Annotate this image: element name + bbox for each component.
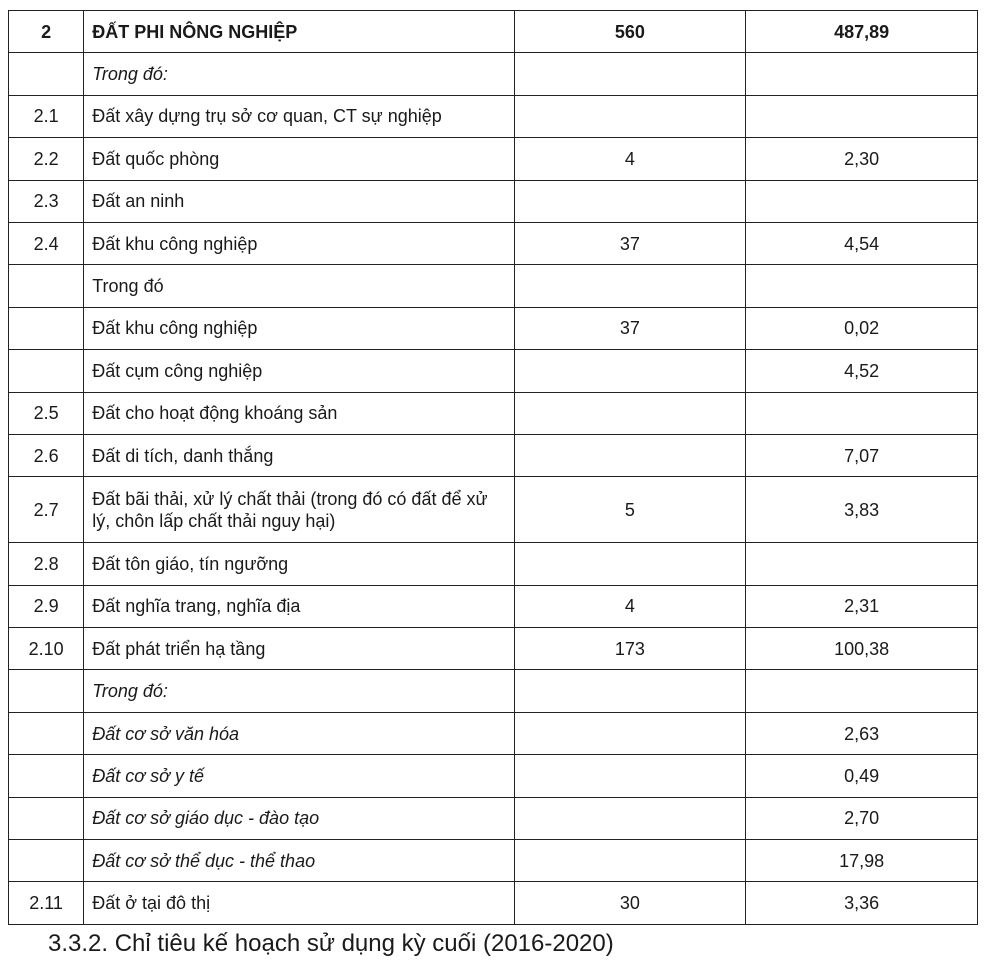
table-row bbox=[9, 53, 978, 95]
value-a-cell bbox=[514, 712, 746, 754]
land-type-cell: Đất nghĩa trang, nghĩa địa bbox=[84, 585, 514, 627]
value-b-cell bbox=[746, 670, 978, 712]
land-type-cell: Trong đó bbox=[84, 265, 514, 307]
land-type-cell: Đất tôn giáo, tín ngưỡng bbox=[84, 543, 514, 585]
row-number-cell: 2.10 bbox=[9, 628, 84, 670]
value-a-cell: 4 bbox=[514, 138, 746, 180]
land-type-cell: Đất cơ sở y tế bbox=[84, 755, 514, 797]
table-row bbox=[9, 628, 978, 670]
value-a-cell: 5 bbox=[514, 477, 746, 543]
value-b-cell: 2,30 bbox=[746, 138, 978, 180]
value-a-cell bbox=[514, 434, 746, 476]
land-type-cell: Đất bãi thải, xử lý chất thải (trong đó có đất để xử lý, chôn lấp chất thải nguy hại) bbox=[84, 477, 514, 543]
value-a-cell bbox=[514, 180, 746, 222]
table-row bbox=[9, 543, 978, 585]
row-number-cell: 2.4 bbox=[9, 222, 84, 264]
table-row bbox=[9, 11, 978, 53]
table-row bbox=[9, 670, 978, 712]
value-a-cell: 30 bbox=[514, 882, 746, 924]
value-a-cell bbox=[514, 670, 746, 712]
table-row bbox=[9, 350, 978, 392]
row-number-cell bbox=[9, 712, 84, 754]
value-a-cell bbox=[514, 53, 746, 95]
table-row bbox=[9, 477, 978, 543]
value-b-cell bbox=[746, 392, 978, 434]
table-row bbox=[9, 712, 978, 754]
table-row bbox=[9, 180, 978, 222]
value-b-cell bbox=[746, 53, 978, 95]
table-row bbox=[9, 840, 978, 882]
value-a-cell bbox=[514, 543, 746, 585]
value-a-cell bbox=[514, 350, 746, 392]
land-type-cell: Đất di tích, danh thắng bbox=[84, 434, 514, 476]
row-number-cell: 2.2 bbox=[9, 138, 84, 180]
value-a-cell bbox=[514, 95, 746, 137]
land-type-cell: Đất an ninh bbox=[84, 180, 514, 222]
land-type-cell: Đất cho hoạt động khoáng sản bbox=[84, 392, 514, 434]
land-type-cell: Đất khu công nghiệp bbox=[84, 307, 514, 349]
land-type-cell: Đất cơ sở thể dục - thể thao bbox=[84, 840, 514, 882]
table-row bbox=[9, 222, 978, 264]
value-b-cell: 100,38 bbox=[746, 628, 978, 670]
value-b-cell bbox=[746, 180, 978, 222]
land-type-cell: Đất ở tại đô thị bbox=[84, 882, 514, 924]
value-a-cell bbox=[514, 840, 746, 882]
land-type-cell: Trong đó: bbox=[84, 670, 514, 712]
value-b-cell: 2,70 bbox=[746, 797, 978, 839]
land-type-cell: ĐẤT PHI NÔNG NGHIỆP bbox=[84, 11, 514, 53]
value-b-cell: 4,52 bbox=[746, 350, 978, 392]
value-a-cell: 37 bbox=[514, 307, 746, 349]
land-type-cell: Đất quốc phòng bbox=[84, 138, 514, 180]
row-number-cell bbox=[9, 755, 84, 797]
value-b-cell bbox=[746, 543, 978, 585]
value-a-cell: 4 bbox=[514, 585, 746, 627]
land-type-cell: Đất khu công nghiệp bbox=[84, 222, 514, 264]
value-b-cell: 0,02 bbox=[746, 307, 978, 349]
row-number-cell: 2.3 bbox=[9, 180, 84, 222]
table-row bbox=[9, 392, 978, 434]
value-b-cell: 4,54 bbox=[746, 222, 978, 264]
value-b-cell: 2,63 bbox=[746, 712, 978, 754]
value-a-cell: 560 bbox=[514, 11, 746, 53]
value-b-cell: 487,89 bbox=[746, 11, 978, 53]
value-b-cell bbox=[746, 95, 978, 137]
row-number-cell bbox=[9, 307, 84, 349]
table-row bbox=[9, 434, 978, 476]
value-b-cell: 17,98 bbox=[746, 840, 978, 882]
table-row bbox=[9, 265, 978, 307]
value-b-cell: 7,07 bbox=[746, 434, 978, 476]
value-a-cell bbox=[514, 392, 746, 434]
land-type-cell: Đất cơ sở văn hóa bbox=[84, 712, 514, 754]
row-number-cell bbox=[9, 350, 84, 392]
land-use-table bbox=[8, 10, 978, 925]
row-number-cell bbox=[9, 53, 84, 95]
value-b-cell: 2,31 bbox=[746, 585, 978, 627]
table-row bbox=[9, 882, 978, 924]
row-number-cell: 2.5 bbox=[9, 392, 84, 434]
row-number-cell bbox=[9, 670, 84, 712]
value-a-cell bbox=[514, 265, 746, 307]
section-heading: 3.3.2. Chỉ tiêu kế hoạch sử dụng kỳ cuối (2016-2020) bbox=[48, 930, 614, 957]
table-body bbox=[9, 11, 978, 925]
row-number-cell: 2.9 bbox=[9, 585, 84, 627]
row-number-cell: 2.11 bbox=[9, 882, 84, 924]
row-number-cell: 2.1 bbox=[9, 95, 84, 137]
row-number-cell: 2.8 bbox=[9, 543, 84, 585]
row-number-cell: 2.6 bbox=[9, 434, 84, 476]
table-row bbox=[9, 797, 978, 839]
land-type-cell: Đất cụm công nghiệp bbox=[84, 350, 514, 392]
value-b-cell: 3,83 bbox=[746, 477, 978, 543]
value-a-cell bbox=[514, 755, 746, 797]
land-type-cell: Trong đó: bbox=[84, 53, 514, 95]
row-number-cell bbox=[9, 840, 84, 882]
row-number-cell: 2.7 bbox=[9, 477, 84, 543]
table-row bbox=[9, 307, 978, 349]
land-type-cell: Đất cơ sở giáo dục - đào tạo bbox=[84, 797, 514, 839]
value-a-cell: 37 bbox=[514, 222, 746, 264]
value-a-cell: 173 bbox=[514, 628, 746, 670]
table-row bbox=[9, 95, 978, 137]
row-number-cell bbox=[9, 797, 84, 839]
table-row bbox=[9, 138, 978, 180]
land-type-cell: Đất xây dựng trụ sở cơ quan, CT sự nghiệp bbox=[84, 95, 514, 137]
value-b-cell: 3,36 bbox=[746, 882, 978, 924]
value-b-cell: 0,49 bbox=[746, 755, 978, 797]
land-type-cell: Đất phát triển hạ tầng bbox=[84, 628, 514, 670]
row-number-cell: 2 bbox=[9, 11, 84, 53]
table-row bbox=[9, 585, 978, 627]
value-a-cell bbox=[514, 797, 746, 839]
row-number-cell bbox=[9, 265, 84, 307]
value-b-cell bbox=[746, 265, 978, 307]
table-row bbox=[9, 755, 978, 797]
